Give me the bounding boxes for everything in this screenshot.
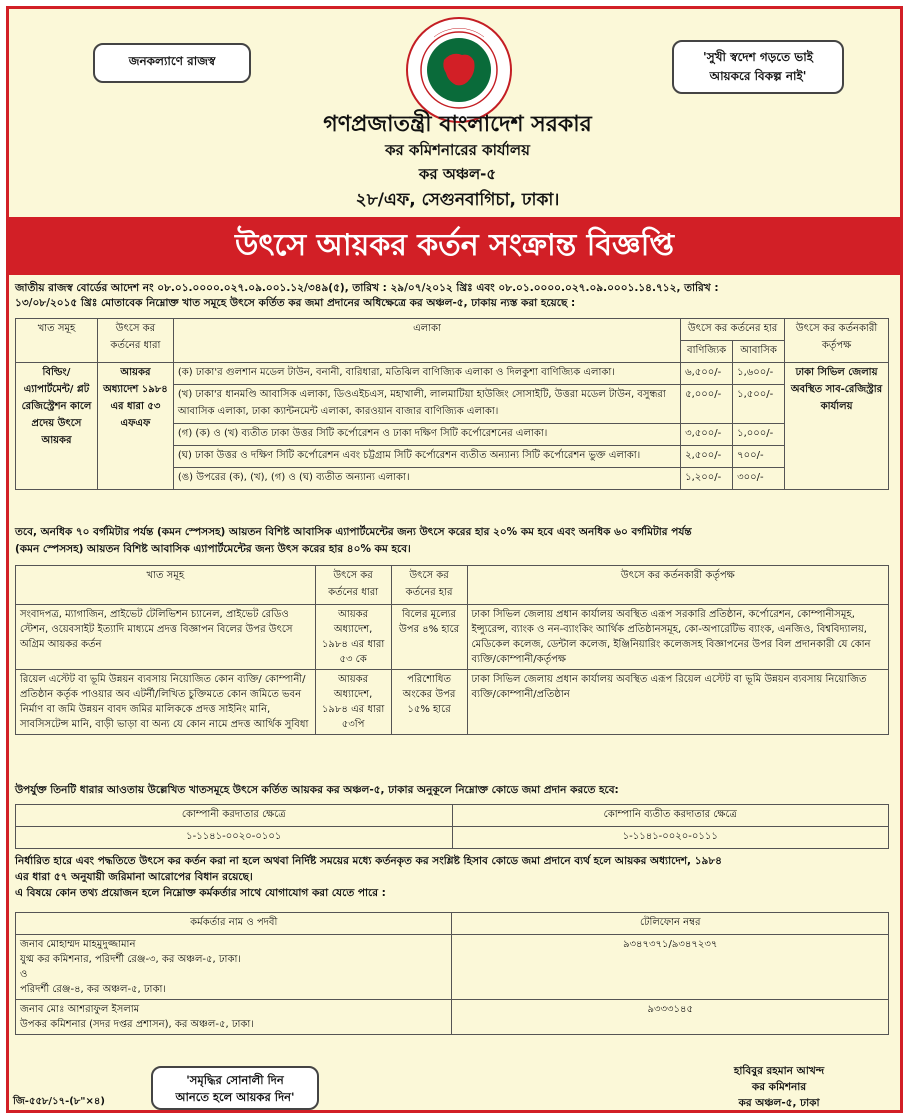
officer-title: উপকর কমিশনার (সদর দপ্তর প্রশাসন), কর অঞ্চল-৫, ঢাকা। (20, 1019, 254, 1030)
motto-right-line2: আয়করে বিকল্প নাই' (709, 69, 807, 83)
reference-number: জি-৫৫৮/১৭-(৮"×৪) (13, 1096, 105, 1107)
officer-name: জনাব মোহাম্মদ মাহমুদুজ্জামান (20, 939, 136, 950)
officer-cell (16, 935, 452, 1000)
motto-bottom-line1: 'সমৃদ্ধির সোনালী দিন (186, 1073, 284, 1087)
address: ২৮/এফ, সেগুনবাগিচা, ঢাকা। (355, 190, 560, 210)
registration-tax-table (15, 318, 889, 490)
deposit-instruction: উপর্যুক্ত তিনটি ধারার আওতায় উল্লেখিত খাতসমূহে উৎসে কর্তিত আয়কর কর অঞ্চল-৫, ঢাকার অনুকূলে নিম্নোক্ত কোডে জমা প্রদান করতে হবে: (15, 784, 619, 796)
signer-name: হাবিবুর রহমান আখন্দ (733, 1065, 825, 1077)
intro-line2: ১৩/০৮/২০১৫ খ্রিঃ মোতাবেক নিম্নোক্ত খাত সমূহে উৎসে কর্তিত কর জমা প্রদানের অধিক্ষেত্রে কর অঞ্চল-৫, ঢাকায় ন্যস্ত করা হয়েছে : (15, 297, 576, 309)
table-row (16, 935, 889, 1000)
motto-right-line1: 'সুখী স্বদেশ গড়তে ভাই (703, 50, 813, 64)
penalty-line1: নির্ধারিত হারে এবং পদ্ধতিতে উৎসে কর কর্তন করা না হলে অথবা নির্দিষ্ট সময়ের মধ্যে কর্তনকৃত কর সংশ্লিষ্ট হিসাব কোডে জমা প্রদানে ব্যর্থ হলে আয়কর অধ্যাদেশ, ১৯৮৪ (15, 855, 722, 867)
header-area: এলাকা (173, 319, 680, 363)
area-cell: (ক) ঢাকা'র গুলশান মডেল টাউন, বনানী, বারিধারা, মতিঝিল বাণিজ্যিক এলাকা ও দিলকুশা বাণিজ্যিক এলাকা। (173, 363, 680, 385)
area-cell: (ঘ) ঢাকা উত্তর ও দক্ষিণ সিটি কর্পোরেশন এবং চট্টগ্রাম সিটি কর্পোরেশন ব্যতীত অন্যান্য সিটি কর্পোরেশন ভুক্ত এলাকা। (173, 446, 680, 468)
penalty-line3: এ বিষয়ে কোন তথ্য প্রয়োজন হলে নিম্নোক্ত কর্মকর্তার সাথে যোগাযোগ করা যেতে পারে : (15, 887, 386, 899)
header-commercial: বাণিজ্যিক (681, 341, 733, 363)
signer-title: কর কমিশনার (751, 1081, 807, 1093)
motto-bottom-line2: আনতে হলে আয়কর দিন' (175, 1090, 295, 1104)
section-cell: আয়কর অধ্যাদেশ ১৯৮৪ এর ধারা ৫৩ এফএফ (97, 363, 173, 490)
area-cell: (খ) ঢাকা'র ধানমণ্ডি আবাসিক এলাকা, ডিওএইচএস, মহাখালী, লালমাটিয়া হাউজিং সোসাইটি, উত্তরা মডেল টাউন, বসুন্ধরা আবাসিক এলাকা, ঢাকা ক্যান্টনমেন্ট এলাকা, কারওয়ান বাজার বাণিজ্যিক এলাকা। (173, 385, 680, 424)
residential-rate: ৭০০/- (733, 446, 785, 468)
header-phone: টেলিফোন নম্বর (452, 913, 889, 935)
contact-table (15, 912, 889, 1035)
residential-rate: ৩০০/- (733, 468, 785, 490)
officer-cell (16, 1000, 452, 1035)
notice-banner: উৎসে আয়কর কর্তন সংক্রান্ত বিজ্ঞপ্তি (9, 217, 900, 275)
area-cell: (ঙ) উপরের (ক), (খ), (গ) ও (ঘ) ব্যতীত অন্যান্য এলাকা। (173, 468, 680, 490)
note-line1: তবে, অনধিক ৭০ বর্গমিটার পর্যন্ত (কমন স্পেসসহ) আয়তন বিশিষ্ট আবাসিক এ্যাপার্টমেন্টের জন্য উৎসে করের হার ২০% কম হবে এবং অনধিক ৬০ বর্গমিটার পর্যন্ত (15, 526, 692, 538)
sector-cell: সংবাদপত্র, ম্যাগাজিন, প্রাইভেট টেলিভিশন চ্যানেল, প্রাইভেট রেডিও স্টেশন, ওয়েবসাইট ইত্যাদি মাধ্যমে প্রদত্ত বিজ্ঞাপন বিলের উপর উৎসে অগ্রিম আয়কর কর্তন (16, 605, 316, 670)
officer-conjunction: ও (20, 969, 28, 980)
motto-left-box (93, 43, 251, 83)
sector-cell: বিল্ডিং/ এ্যাপার্টমেন্ট/ প্লট রেজিস্ট্রেশন কালে প্রদেয় উৎসে আয়কর (16, 363, 98, 490)
commercial-rate: ৬,৫০০/- (681, 363, 733, 385)
note-line2: (কমন স্পেসসহ) আয়তন বিশিষ্ট আবাসিক এ্যাপার্টমেন্টের জন্য উৎস করের হার ৪০% কম হবে। (15, 543, 411, 555)
government-title: গণপ্রজাতন্ত্রী বাংলাদেশ সরকার (323, 112, 592, 137)
deposit-code-table (15, 804, 889, 849)
noncompany-code: ১-১১৪১-০০২০-০১১১ (452, 827, 889, 849)
phone-cell: ৯৩৩৩১৪৫ (452, 1000, 889, 1035)
rate-cell: পরিশোধিত অংকের উপর ১৫% হারে (391, 670, 467, 735)
commercial-rate: ২,৫০০/- (681, 446, 733, 468)
header-rate: উৎসে কর কর্তনের হার (681, 319, 785, 341)
header-authority: উৎসে কর কর্তনকারী কর্তৃপক্ষ (785, 319, 889, 363)
header-authority: উৎসে কর কর্তনকারী কর্তৃপক্ষ (467, 566, 888, 605)
table-row (16, 363, 889, 385)
officer-name: জনাব মোঃ আশরাফুল ইসলাম (20, 1004, 140, 1015)
officer-title: যুগ্ম কর কমিশনার, পরিদর্শী রেঞ্জ-৩, কর অঞ্চল-৫, ঢাকা। (20, 954, 241, 965)
section-cell: আয়কর অধ্যাদেশ, ১৯৮৪ এর ধারা ৫৩পি (315, 670, 391, 735)
motto-right-box (672, 40, 844, 94)
rate-cell: বিলের মূল্যের উপর ৪% হারে (391, 605, 467, 670)
motto-left: জনকল্যাণে রাজস্ব (128, 54, 216, 68)
commercial-rate: ১,২০০/- (681, 468, 733, 490)
intro-line1: জাতীয় রাজস্ব বোর্ডের আদেশ নং ০৮.০১.০০০০.০২৭.০৯.০০১.১২/৩৪৯(৫), তারিখ : ২৯/০৭/২০১২ খ্রিঃ এবং ০৮.০১.০০০০.০২৭.০৯.০০০১.১৪.৭১২, তারিখ : (15, 282, 719, 294)
authority-cell: ঢাকা সিভিল জেলায় অবস্থিত সাব-রেজিস্ট্রার কার্যালয় (785, 363, 889, 490)
company-label: কোম্পানী করদাতার ক্ষেত্রে (16, 805, 453, 827)
table-row (16, 1000, 889, 1035)
header-officer: কর্মকর্তার নাম ও পদবী (16, 913, 452, 935)
residential-rate: ১,৫০০/- (733, 385, 785, 424)
table-row (16, 670, 889, 735)
commercial-rate: ৩,৫০০/- (681, 424, 733, 446)
authority-cell: ঢাকা সিভিল জেলায় প্রধান কার্যালয় অবস্থিত এরূপ সরকারি প্রতিষ্ঠান, কর্পোরেশন, কোম্পানীসমূহ, ইন্স্যুরেন্স, ব্যাংক ও নন-ব্যাংকিং আর্থিক প্রতিষ্ঠানসমূহ, কো-অপারেটিভ ব্যাংক, এনজিও, বিশ্ববিদ্যালয়, মেডিকেল কলেজ, ডেন্টাল কলেজ, ইঞ্জিনিয়ারিং কলেজসহ বিজ্ঞাপনের উপর বিল প্রদানকারী যে কোন ব্যক্তি/কোম্পানী/কর্তৃপক্ষ (467, 605, 888, 670)
residential-rate: ১,৬০০/- (733, 363, 785, 385)
table-row (16, 605, 889, 670)
intro-paragraph (15, 281, 895, 311)
header-sector: খাত সমূহ (16, 566, 316, 605)
office-title: কর কমিশনারের কার্যালয় (385, 141, 530, 159)
header-rate: উৎসে কর কর্তনের হার (391, 566, 467, 605)
signature-block (659, 1063, 899, 1111)
penalty-paragraph (15, 853, 895, 901)
authority-cell: ঢাকা সিভিল জেলায় প্রধান কার্যালয় অবস্থিত এরূপ রিয়েল এস্টেট বা ভূমি উন্নয়ন ব্যবসায় নিয়োজিত ব্যক্তি/কোম্পানী/প্রতিষ্ঠান (467, 670, 888, 735)
commercial-rate: ৫,০০০/- (681, 385, 733, 424)
motto-bottom-box (151, 1066, 319, 1110)
phone-cell: ৯৩৪৭৩৭১/৯৩৪৭২৩৭ (452, 935, 889, 1000)
sector-cell: রিয়েল এস্টেট বা ভূমি উন্নয়ন ব্যবসায় নিয়োজিত কোন ব্যক্তি/ কোম্পানী/প্রতিষ্ঠান কর্তৃক পাওয়ার অব এটর্নী/লিখিত চুক্তিমতে কোন জমিতে ভবন নির্মাণ বা জমি উন্নয়ন বাবদ জমির মালিককে প্রদত্ত সাইনিং মানি, সাবসিসটেন্স মানি, বাড়ী ভাড়া বা অন্য যে কোন নামে প্রদত্ত আর্থিক সুবিধা (16, 670, 316, 735)
header-residential: আবাসিক (733, 341, 785, 363)
zone-title: কর অঞ্চল-৫ (418, 165, 497, 183)
company-code: ১-১১৪১-০০২০-০১০১ (16, 827, 453, 849)
noncompany-label: কোম্পানি ব্যতীত করদাতার ক্ষেত্রে (452, 805, 889, 827)
advertisement-realestate-table (15, 565, 889, 735)
notice-page (6, 6, 903, 1113)
reduction-note (15, 524, 895, 558)
header (9, 9, 900, 212)
header-sector: খাত সমূহ (16, 319, 98, 363)
signer-zone: কর অঞ্চল-৫, ঢাকা (738, 1097, 820, 1109)
header-section: উৎসে কর কর্তনের ধারা (315, 566, 391, 605)
officer-title-2: পরিদর্শী রেঞ্জ-৪, কর অঞ্চল-৫, ঢাকা। (20, 984, 166, 995)
area-cell: (গ) (ক) ও (খ) ব্যতীত ঢাকা উত্তর সিটি কর্পোরেশন ও ঢাকা দক্ষিণ সিটি কর্পোরেশনের এলাকা। (173, 424, 680, 446)
penalty-line2: এর ধারা ৫৭ অনুযায়ী জরিমানা আরোপের বিধান রয়েছে। (15, 871, 253, 883)
section-cell: আয়কর অধ্যাদেশ, ১৯৮৪ এর ধারা ৫৩ কে (315, 605, 391, 670)
header-section: উৎসে কর কর্তনের ধারা (97, 319, 173, 363)
residential-rate: ১,০০০/- (733, 424, 785, 446)
